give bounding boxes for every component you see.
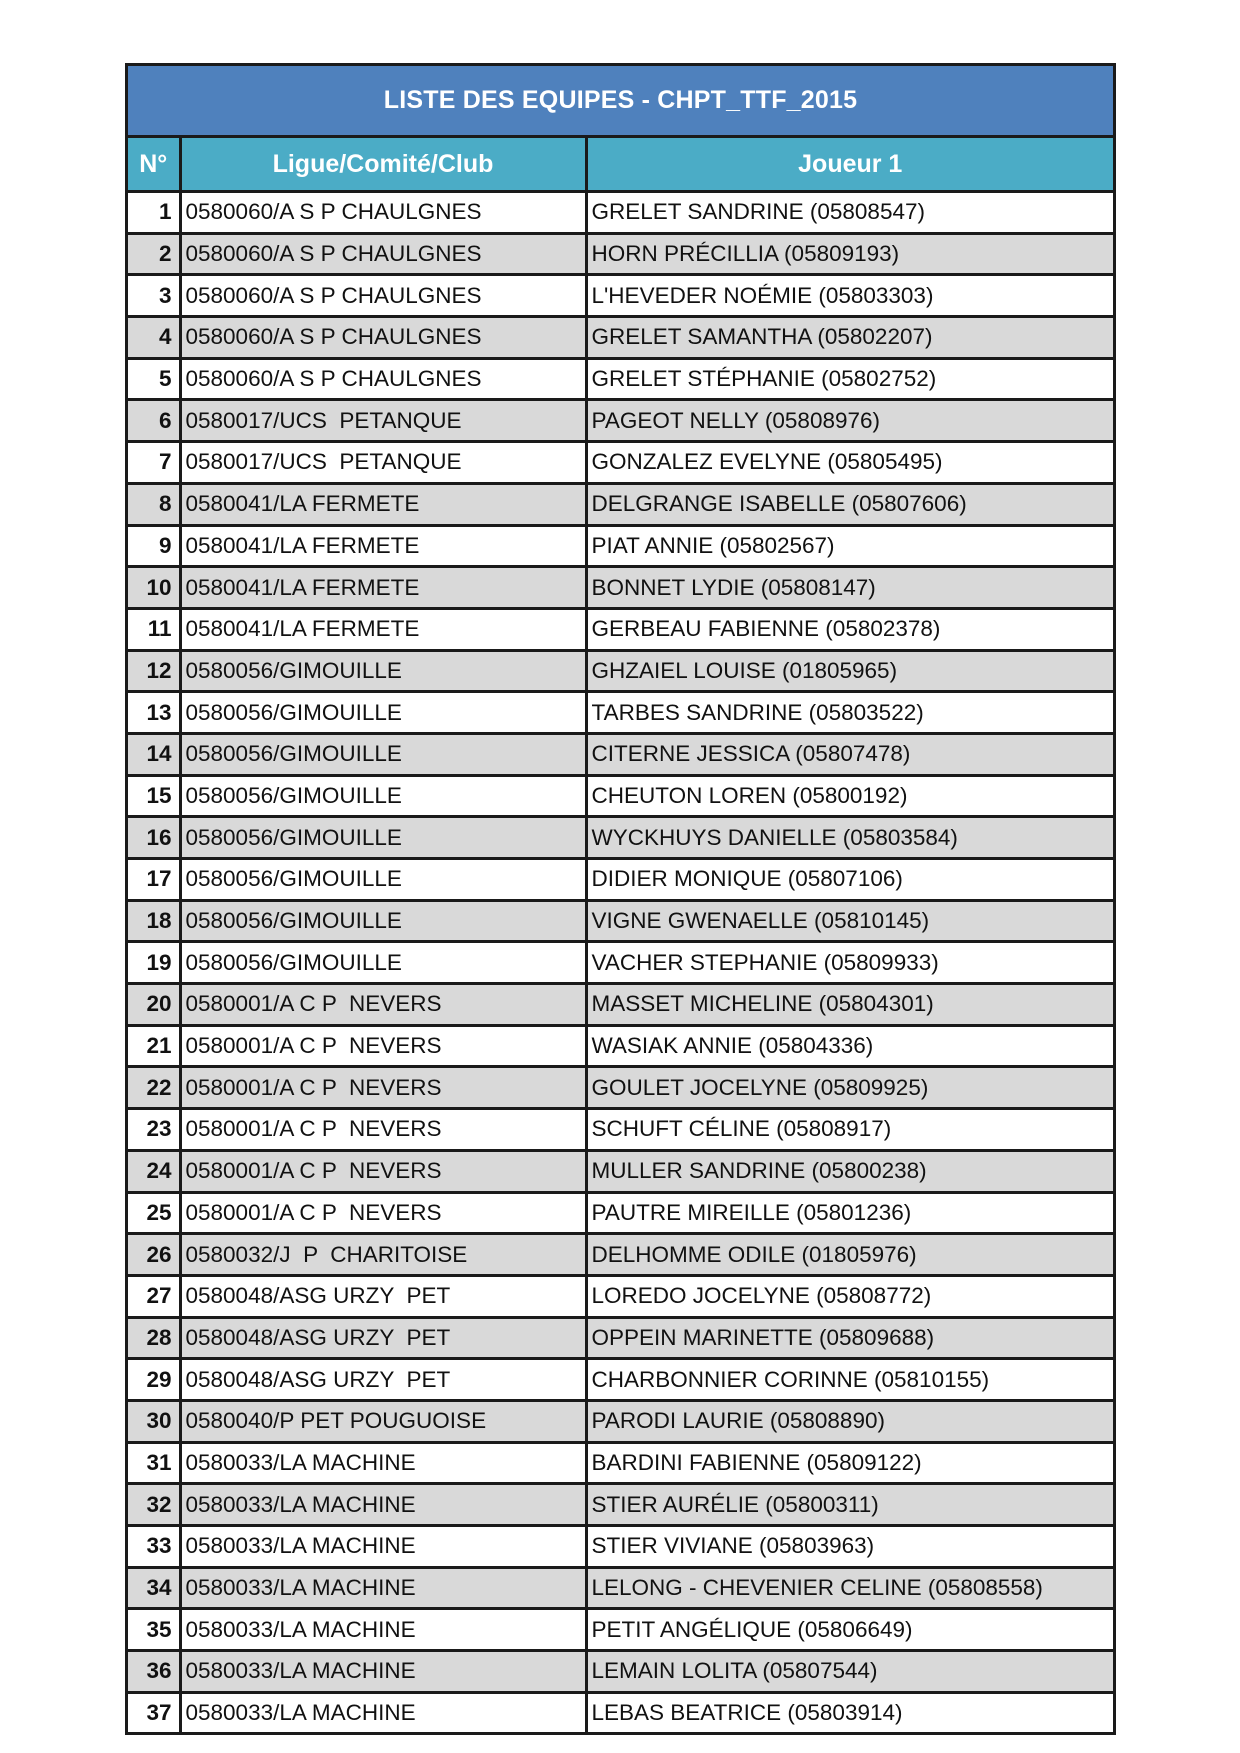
club-cell: 0580041/LA FERMETE [180,483,586,525]
table-row [128,1526,1113,1568]
row-number: 17 [128,859,180,901]
club-cell: 0580001/A C P NEVERS [180,1067,586,1109]
club-cell: 0580033/LA MACHINE [180,1442,586,1484]
row-number: 28 [128,1317,180,1359]
player-cell: VACHER STEPHANIE (05809933) [586,942,1113,984]
table-row [128,1359,1113,1401]
club-cell: 0580001/A C P NEVERS [180,1025,586,1067]
table-row [128,1150,1113,1192]
club-cell: 0580017/UCS PETANQUE [180,442,586,484]
club-cell: 0580060/A S P CHAULGNES [180,358,586,400]
player-cell: WASIAK ANNIE (05804336) [586,1025,1113,1067]
header-row [128,138,1113,192]
row-number: 5 [128,358,180,400]
player-cell: MULLER SANDRINE (05800238) [586,1150,1113,1192]
club-cell: 0580056/GIMOUILLE [180,775,586,817]
row-number: 21 [128,1025,180,1067]
club-cell: 0580040/P PET POUGUOISE [180,1400,586,1442]
player-cell: GRELET SANDRINE (05808547) [586,192,1113,234]
player-cell: STIER VIVIANE (05803963) [586,1526,1113,1568]
player-cell: HORN PRÉCILLIA (05809193) [586,233,1113,275]
column-header-club: Ligue/Comité/Club [180,138,586,192]
table-row [128,817,1113,859]
club-cell: 0580001/A C P NEVERS [180,1109,586,1151]
club-cell: 0580033/LA MACHINE [180,1609,586,1651]
row-number: 26 [128,1234,180,1276]
row-number: 11 [128,608,180,650]
club-cell: 0580056/GIMOUILLE [180,733,586,775]
club-cell: 0580048/ASG URZY PET [180,1359,586,1401]
table-row [128,233,1113,275]
row-number: 22 [128,1067,180,1109]
row-number: 27 [128,1275,180,1317]
player-cell: PARODI LAURIE (05808890) [586,1400,1113,1442]
row-number: 3 [128,275,180,317]
player-cell: PIAT ANNIE (05802567) [586,525,1113,567]
table-row [128,442,1113,484]
club-cell: 0580060/A S P CHAULGNES [180,233,586,275]
table-row [128,859,1113,901]
club-cell: 0580041/LA FERMETE [180,567,586,609]
row-number: 16 [128,817,180,859]
row-number: 14 [128,733,180,775]
club-cell: 0580033/LA MACHINE [180,1567,586,1609]
row-number: 9 [128,525,180,567]
row-number: 29 [128,1359,180,1401]
club-cell: 0580056/GIMOUILLE [180,650,586,692]
club-cell: 0580060/A S P CHAULGNES [180,192,586,234]
club-cell: 0580056/GIMOUILLE [180,942,586,984]
club-cell: 0580001/A C P NEVERS [180,1192,586,1234]
row-number: 37 [128,1692,180,1732]
player-cell: LEBAS BEATRICE (05803914) [591,1700,903,1726]
table-row [128,317,1113,359]
table-row [128,1192,1113,1234]
club-cell: 0580056/GIMOUILLE [180,817,586,859]
row-number: 24 [128,1150,180,1192]
player-cell: SCHUFT CÉLINE (05808917) [586,1109,1113,1151]
row-number: 31 [128,1442,180,1484]
club-cell: 0580041/LA FERMETE [180,525,586,567]
club-cell: 0580048/ASG URZY PET [180,1317,586,1359]
table-row [128,358,1113,400]
table-row [128,775,1113,817]
table-row [128,1484,1113,1526]
table-row [128,1567,1113,1609]
row-number: 32 [128,1484,180,1526]
row-number: 7 [128,442,180,484]
row-number: 10 [128,567,180,609]
row-number: 30 [128,1400,180,1442]
table-row [128,650,1113,692]
table-row [128,1275,1113,1317]
table-row [128,275,1113,317]
player-cell: STIER AURÉLIE (05800311) [586,1484,1113,1526]
table-row [128,1651,1113,1693]
row-number: 35 [128,1609,180,1651]
table-row [128,1067,1113,1109]
table-row [128,1692,1113,1732]
table-row [128,400,1113,442]
club-cell: 0580033/LA MACHINE [180,1484,586,1526]
player-cell: L'HEVEDER NOÉMIE (05803303) [586,275,1113,317]
table-row [128,1109,1113,1151]
row-number: 2 [128,233,180,275]
player-cell: LEMAIN LOLITA (05807544) [586,1651,1113,1693]
table-row [128,1400,1113,1442]
row-number: 15 [128,775,180,817]
row-number: 1 [128,192,180,234]
player-cell: GOULET JOCELYNE (05809925) [586,1067,1113,1109]
table-row [128,1609,1113,1651]
player-cell: BONNET LYDIE (05808147) [586,567,1113,609]
table-row [128,1442,1113,1484]
club-cell: 0580056/GIMOUILLE [180,692,586,734]
row-number: 33 [128,1526,180,1568]
player-cell: CHEUTON LOREN (05800192) [586,775,1113,817]
club-cell: 0580048/ASG URZY PET [180,1275,586,1317]
table-row [128,525,1113,567]
table-row [128,567,1113,609]
row-number: 25 [128,1192,180,1234]
table-row [128,1025,1113,1067]
row-number: 13 [128,692,180,734]
club-cell: 0580060/A S P CHAULGNES [180,317,586,359]
club-cell: 0580017/UCS PETANQUE [180,400,586,442]
player-cell: DELHOMME ODILE (01805976) [586,1234,1113,1276]
player-cell: CITERNE JESSICA (05807478) [586,733,1113,775]
club-cell: 0580001/A C P NEVERS [180,984,586,1026]
player-cell: PAGEOT NELLY (05808976) [586,400,1113,442]
player-cell: DELGRANGE ISABELLE (05807606) [586,483,1113,525]
row-number: 23 [128,1109,180,1151]
club-cell: 0580041/LA FERMETE [180,608,586,650]
column-header-player: Joueur 1 [586,138,1113,192]
table-row [128,1317,1113,1359]
row-number: 8 [128,483,180,525]
table-row [128,733,1113,775]
club-cell: 0580056/GIMOUILLE [180,859,586,901]
team-table [128,138,1113,1732]
table-row [128,1234,1113,1276]
player-cell: DIDIER MONIQUE (05807106) [586,859,1113,901]
table-row [128,900,1113,942]
club-cell: 0580032/J P CHARITOISE [180,1234,586,1276]
player-cell: LOREDO JOCELYNE (05808772) [586,1275,1113,1317]
player-cell: GHZAIEL LOUISE (01805965) [586,650,1113,692]
row-number: 36 [128,1651,180,1693]
player-cell: BARDINI FABIENNE (05809122) [586,1442,1113,1484]
row-number: 6 [128,400,180,442]
player-cell: CHARBONNIER CORINNE (05810155) [586,1359,1113,1401]
table-row [128,608,1113,650]
player-cell: OPPEIN MARINETTE (05809688) [586,1317,1113,1359]
table-row [128,692,1113,734]
club-cell: 0580001/A C P NEVERS [180,1150,586,1192]
player-cell: GERBEAU FABIENNE (05802378) [586,608,1113,650]
table-header [128,138,1113,192]
player-cell: TARBES SANDRINE (05803522) [586,692,1113,734]
player-cell: GONZALEZ EVELYNE (05805495) [586,442,1113,484]
row-number: 19 [128,942,180,984]
column-header-num: N° [128,138,180,192]
table-body [128,192,1113,1733]
row-number: 12 [128,650,180,692]
table-row [128,192,1113,234]
row-number: 20 [128,984,180,1026]
player-cell: LELONG - CHEVENIER CELINE (05808558) [586,1567,1113,1609]
club-cell: 0580033/LA MACHINE [180,1526,586,1568]
club-cell: 0580033/LA MACHINE [180,1692,586,1732]
player-cell: WYCKHUYS DANIELLE (05803584) [586,817,1113,859]
row-number: 18 [128,900,180,942]
table-row [128,984,1113,1026]
player-cell: GRELET SAMANTHA (05802207) [586,317,1113,359]
club-cell: 0580060/A S P CHAULGNES [180,275,586,317]
player-cell: MASSET MICHELINE (05804301) [586,984,1113,1026]
club-cell: 0580056/GIMOUILLE [180,900,586,942]
player-cell: GRELET STÉPHANIE (05802752) [586,358,1113,400]
table-row [128,483,1113,525]
player-cell: PETIT ANGÉLIQUE (05806649) [586,1609,1113,1651]
team-list-sheet [125,63,1116,1735]
row-number: 34 [128,1567,180,1609]
player-cell: PAUTRE MIREILLE (05801236) [586,1192,1113,1234]
table-row [128,942,1113,984]
club-cell: 0580033/LA MACHINE [180,1651,586,1693]
player-cell: VIGNE GWENAELLE (05810145) [586,900,1113,942]
sheet-title: LISTE DES EQUIPES - CHPT_TTF_2015 [128,66,1113,138]
row-number: 4 [128,317,180,359]
